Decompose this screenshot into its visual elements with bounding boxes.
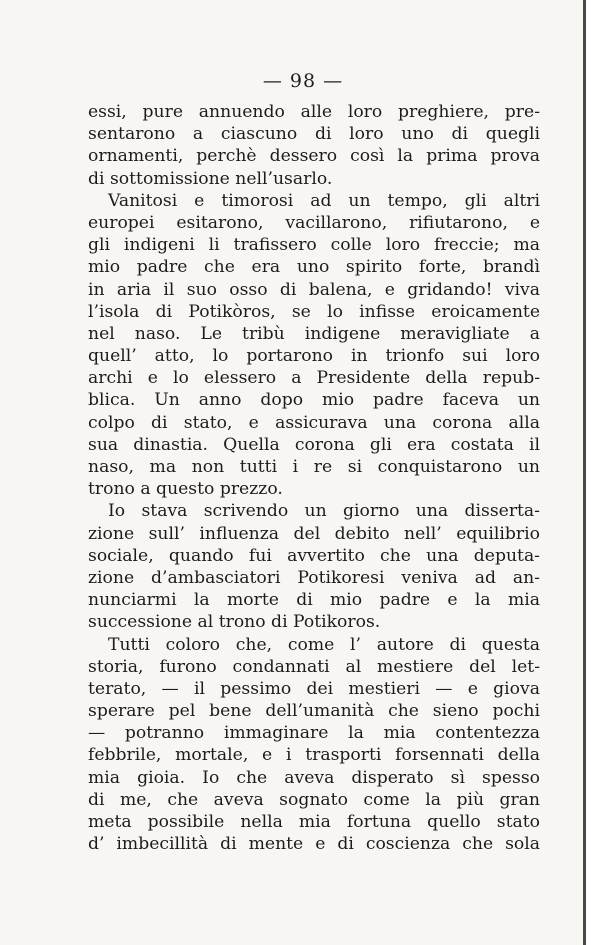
- text-line: archi e lo elessero a Presidente della repub-: [88, 368, 540, 389]
- text-line: d’ imbecillità di mente e di coscienza che sola: [88, 834, 540, 855]
- text-line: Vanitosi e timorosi ad un tempo, gli altri: [108, 190, 540, 211]
- text-line: ornamenti, perchè dessero così la prima prova: [88, 146, 540, 167]
- text-line: sociale, quando fui avvertito che una deputa-: [88, 545, 540, 566]
- text-line: europei esitarono, vacillarono, rifiutarono, e: [88, 212, 540, 233]
- text-line: sua dinastia. Quella corona gli era costata il: [88, 434, 540, 455]
- text-line: l’isola di Potikòros, se lo infisse eroicamente: [88, 301, 540, 322]
- body-text: [88, 101, 540, 855]
- text-line: nel naso. Le tribù indigene meravigliate a: [88, 323, 540, 344]
- text-line: mio padre che era uno spirito forte, brandì: [88, 257, 540, 278]
- text-line: gli indigeni li trafissero colle loro freccie; ma: [88, 235, 540, 256]
- text-line: di sottomissione nell’usarlo.: [88, 168, 333, 189]
- text-line: zione d’ambasciatori Potikoresi veniva ad an-: [88, 567, 540, 588]
- text-line: storia, furono condannati al mestiere del let-: [88, 656, 540, 677]
- text-line: essi, pure annuendo alle loro preghiere, pre-: [88, 102, 540, 122]
- text-line: mia gioia. Io che aveva disperato sì spesso: [88, 767, 540, 788]
- page-edge-line: [583, 0, 586, 945]
- text-line: zione sull’ influenza del debito nell’ equilibrio: [88, 523, 540, 544]
- text-line: in aria il suo osso di balena, e gridando! viva: [88, 279, 540, 300]
- text-line: Tutti coloro che, come l’ autore di questa: [108, 634, 540, 655]
- page-number: — 98 —: [262, 70, 344, 92]
- text-line: colpo di stato, e assicurava una corona alla: [88, 412, 540, 433]
- text-line: trono a questo prezzo.: [88, 479, 283, 500]
- text-line: sperare pel bene dell’umanità che sieno pochi: [88, 701, 540, 722]
- text-line: sentarono a ciascuno di loro uno di quegli: [88, 124, 540, 145]
- text-line: febbrile, mortale, e i trasporti forsennati della: [88, 745, 540, 766]
- text-line: naso, ma non tutti i re si conquistarono un: [88, 457, 540, 477]
- text-line: Io stava scrivendo un giorno una disserta-: [108, 501, 540, 522]
- text-line: successione al trono di Potikoros.: [88, 612, 381, 633]
- text-line: quell’ atto, lo portarono in trionfo sui loro: [88, 346, 540, 367]
- text-line: blica. Un anno dopo mio padre faceva un: [88, 390, 540, 411]
- page-margin-right: [586, 0, 606, 945]
- text-line: — potranno immaginare la mia contentezza: [88, 723, 540, 744]
- text-line: nunciarmi la morte di mio padre e la mia: [88, 590, 540, 611]
- text-line: meta possibile nella mia fortuna quello stato: [88, 812, 540, 832]
- text-line: terato, — il pessimo dei mestieri — e giova: [88, 678, 540, 699]
- text-line: di me, che aveva sognato come la più gran: [88, 789, 540, 810]
